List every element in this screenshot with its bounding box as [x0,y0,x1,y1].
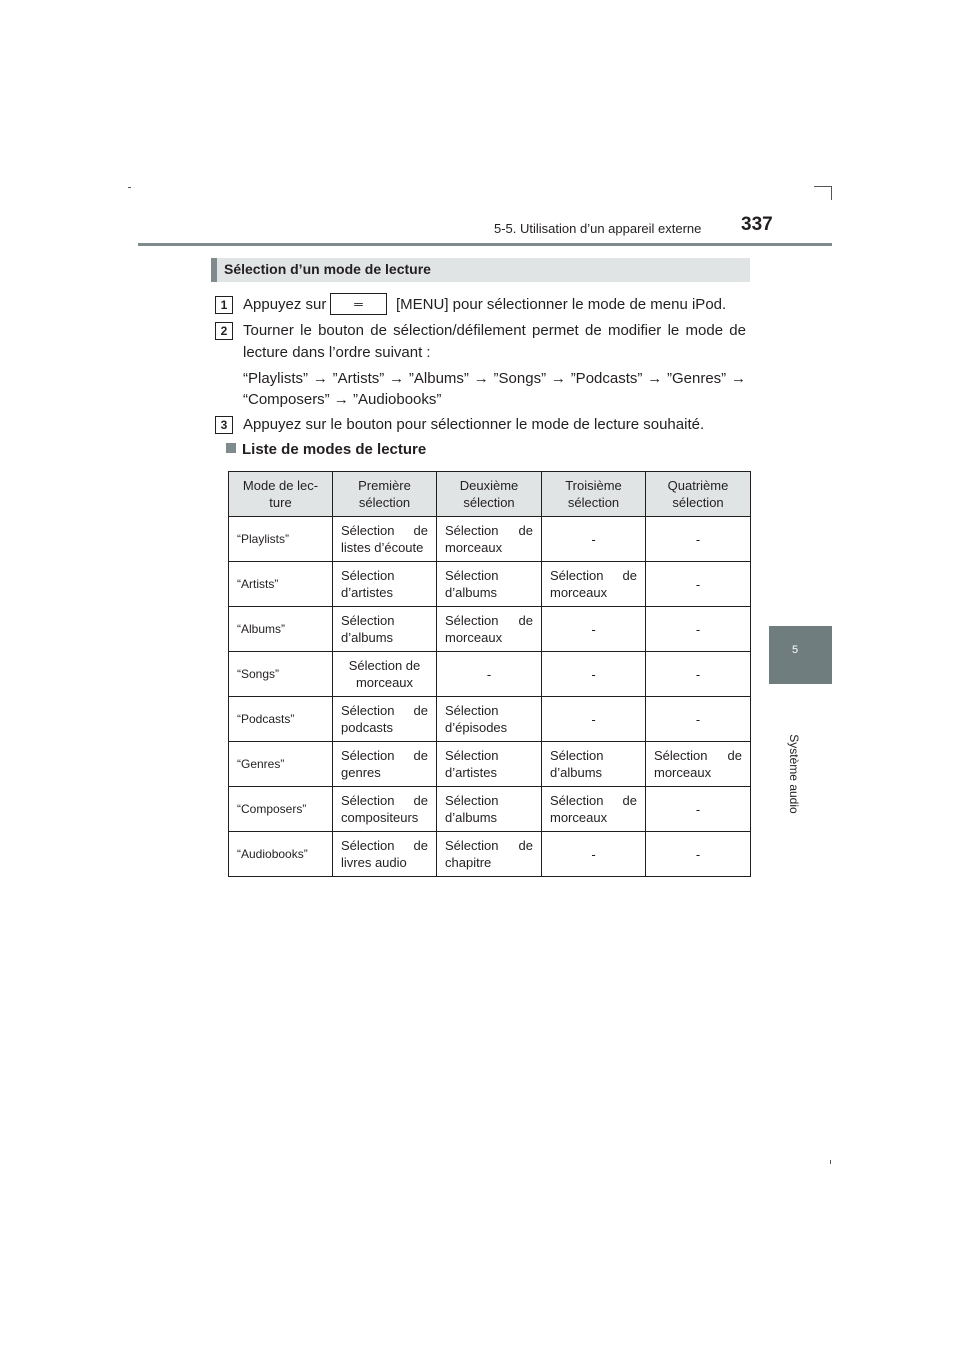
table-cell: - [646,562,751,607]
table-cell: Sélection d’albums [437,562,542,607]
step-2-text-line1: Tourner le bouton de sélection/défilement permet de modifier le mode de [243,322,746,339]
table-row [229,607,751,652]
play-modes-table [228,471,751,877]
table-cell: Sélection de morceaux [437,517,542,562]
mode-sequence-line1: “Playlists” → ”Artists” → ”Albums” → ”Songs” → ”Podcasts” → ”Genres” → [243,370,746,387]
mode-sequence-line2: “Composers” → ”Audiobooks” [243,391,442,408]
table-cell: - [646,517,751,562]
table-cell: - [542,832,646,877]
table-cell: - [542,697,646,742]
table-cell: Sélection de morceaux [542,562,646,607]
table-cell: Sélection de morceaux [437,607,542,652]
table-cell: - [646,832,751,877]
table-cell: Sélection de listes d’écoute [333,517,437,562]
page-number: 337 [741,214,773,235]
step-1-text-before: Appuyez sur [243,296,327,313]
table-cell: - [542,517,646,562]
table-cell: Sélection de morceaux [542,787,646,832]
step-3-text: Appuyez sur le bouton pour sélectionner le mode de lecture souhaité. [243,416,705,433]
table-row [229,517,751,562]
table-header-cell: Deuxième sélection [437,472,542,517]
step-number-1: 1 [215,296,233,314]
table-cell: - [437,652,542,697]
table-cell: Sélection de genres [333,742,437,787]
table-cell: “Audiobooks” [229,832,333,877]
table-row [229,562,751,607]
table-cell: - [646,787,751,832]
table-cell: Sélection d’albums [542,742,646,787]
table-cell: - [646,652,751,697]
step-number-3: 3 [215,416,233,434]
table-row [229,832,751,877]
table-cell: - [542,607,646,652]
table-cell: - [646,697,751,742]
table-subheading-text: Liste de modes de lecture [242,441,427,458]
table-row [229,697,751,742]
table-cell: - [646,607,751,652]
menu-button-graphic [330,293,387,315]
crop-mark [830,1160,831,1164]
menu-button-icon: ═ [354,297,363,311]
table-cell: Sélection de livres audio [333,832,437,877]
chapter-tab-number: 5 [791,644,799,656]
square-bullet-icon [226,443,236,453]
table-cell: Sélection d’artistes [333,562,437,607]
table-header-cell: Quatrième sélection [646,472,751,517]
table-header-cell: Première sélection [333,472,437,517]
table-subheading [226,441,426,458]
table-cell: Sélection d’épisodes [437,697,542,742]
crop-mark [831,186,832,200]
table-cell: Sélection de morceaux [646,742,751,787]
step-2-text-line2: lecture dans l’ordre suivant : [243,344,431,361]
table-header-row [229,472,751,517]
chapter-side-label: Système audio [787,734,801,814]
table-row [229,787,751,832]
crop-mark [128,187,131,188]
table-cell: “Playlists” [229,517,333,562]
table-cell: Sélection d’artistes [437,742,542,787]
step-1-text-after: [MENU] pour sélectionner le mode de menu iPod. [396,296,727,313]
table-cell: Sélection d’albums [333,607,437,652]
table-row [229,652,751,697]
table-cell: “Artists” [229,562,333,607]
table-cell: “Podcasts” [229,697,333,742]
table-header-cell: Mode de lec-ture [229,472,333,517]
table-cell: Sélection de morceaux [333,652,437,697]
section-title: Sélection d’un mode de lecture [224,261,431,277]
table-cell: Sélection de compositeurs [333,787,437,832]
section-heading-accent [211,258,217,282]
table-header-cell: Troisième sélection [542,472,646,517]
crop-mark [814,186,832,187]
table-cell: - [542,652,646,697]
table-cell: “Composers” [229,787,333,832]
header-rule [138,243,832,246]
table-cell: “Songs” [229,652,333,697]
table-row [229,742,751,787]
table-cell: Sélection de podcasts [333,697,437,742]
table-cell: Sélection d’albums [437,787,542,832]
step-number-2: 2 [215,322,233,340]
table-cell: “Genres” [229,742,333,787]
table-cell: Sélection de chapitre [437,832,542,877]
table-cell: “Albums” [229,607,333,652]
chapter-title: 5-5. Utilisation d’un appareil externe [494,221,702,236]
